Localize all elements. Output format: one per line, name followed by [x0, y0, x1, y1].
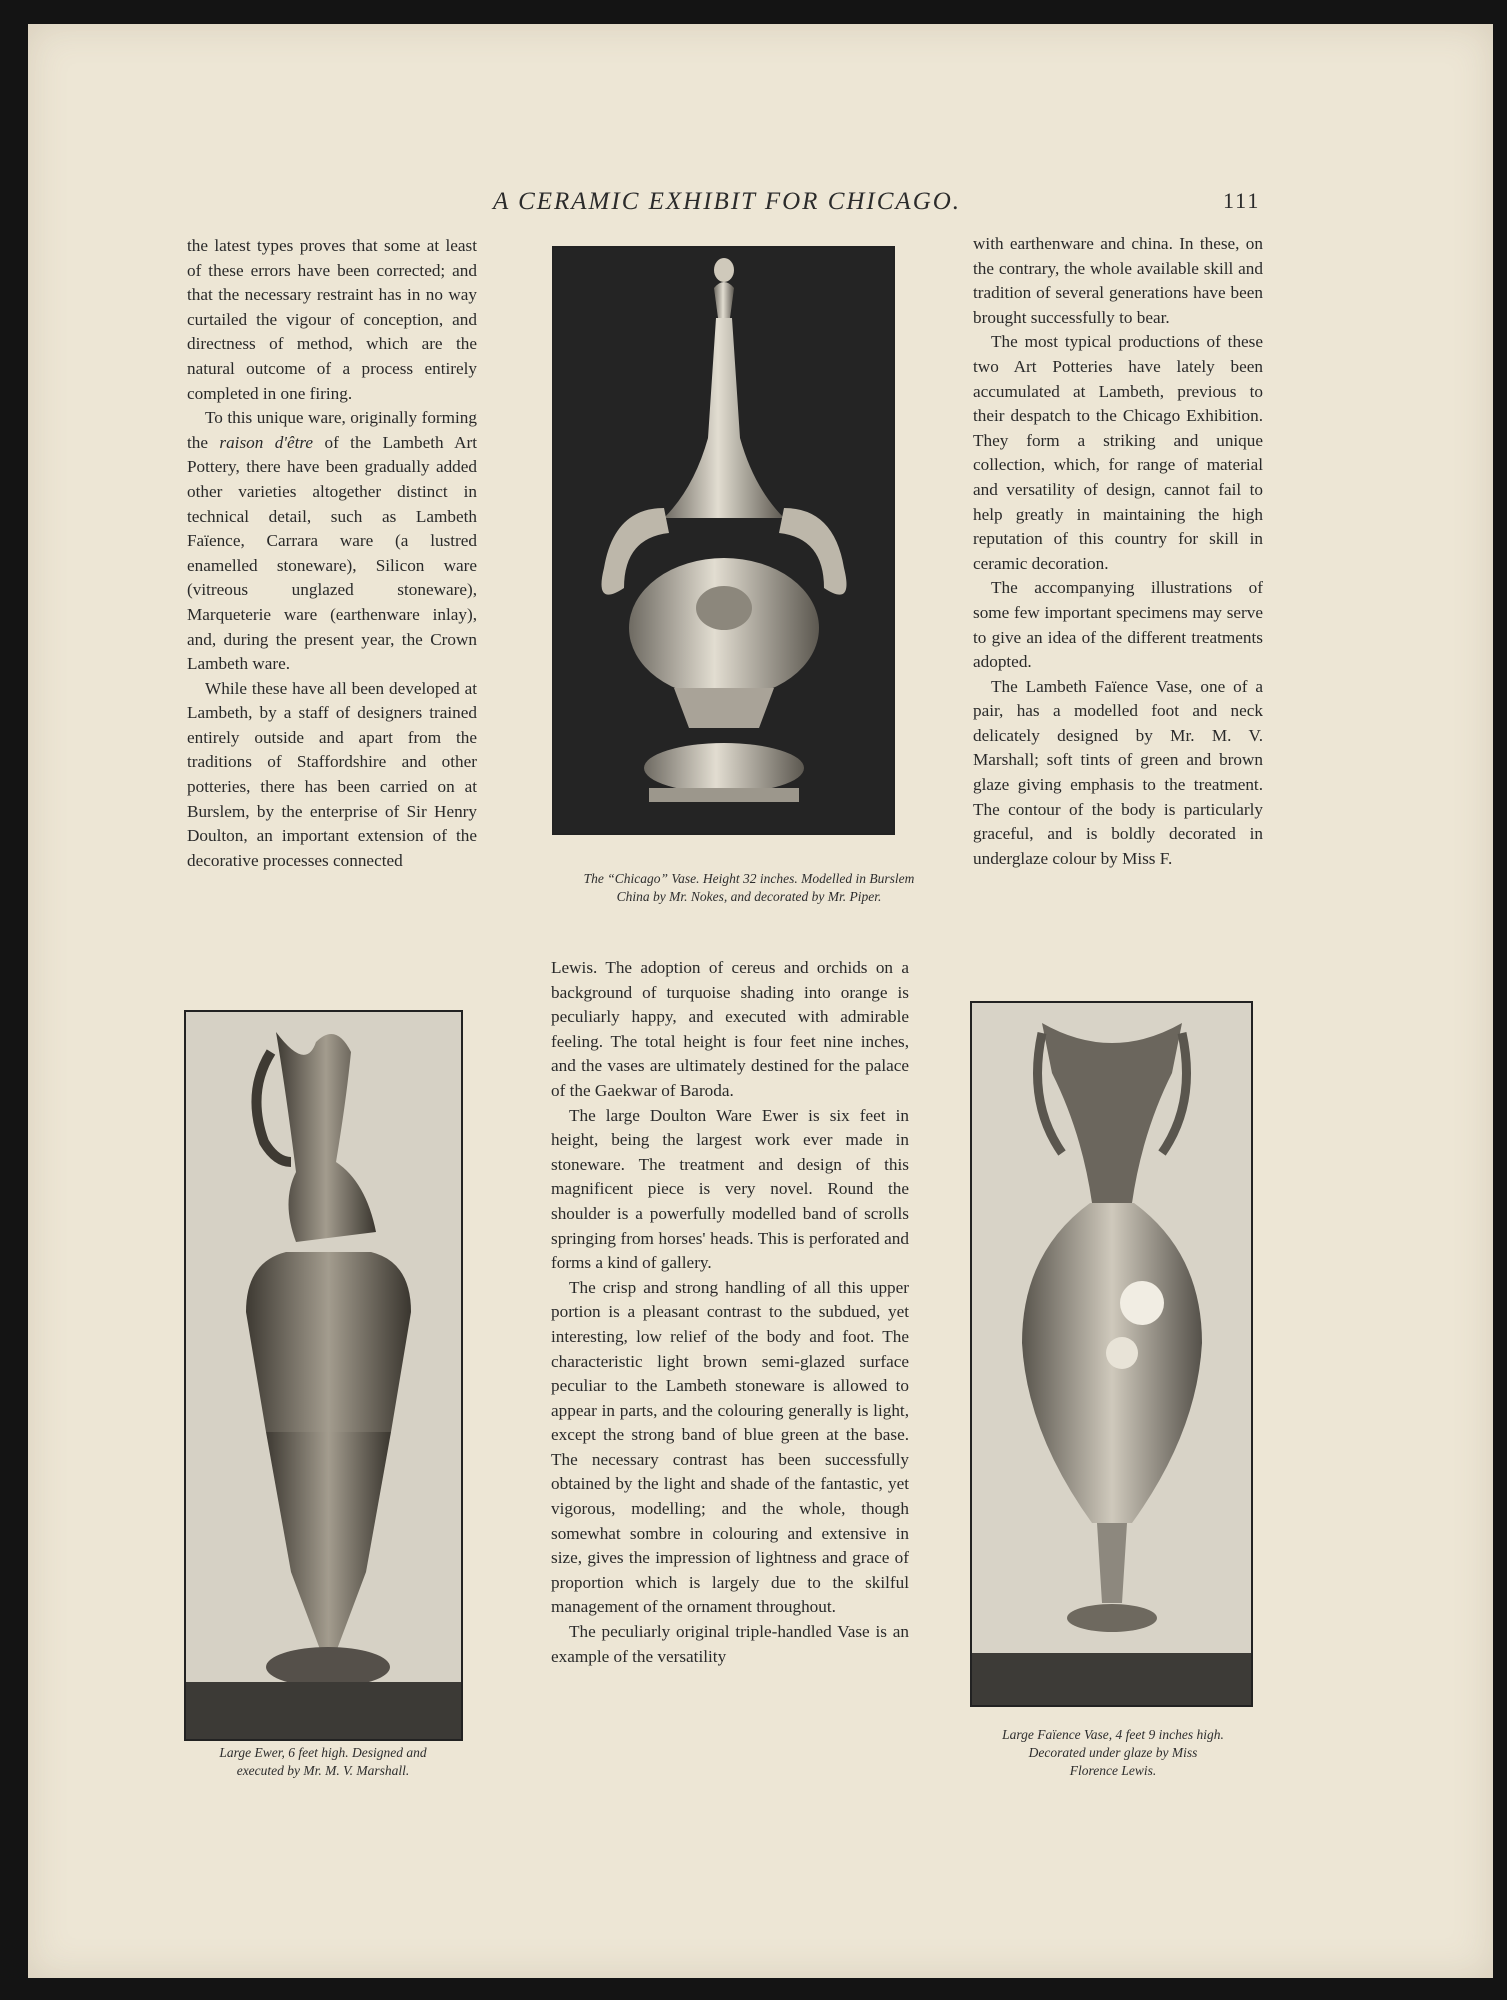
raison-detre-italic: raison d'être [219, 432, 314, 452]
ewer-caption-line-1: Large Ewer, 6 feet high. Designed and [219, 1745, 427, 1760]
faience-vase-caption-line-1: Large Faïence Vase, 4 feet 9 inches high. [1002, 1727, 1224, 1742]
chicago-vase-caption [494, 870, 1004, 906]
faience-vase-caption-line-2: Decorated under glaze by Miss [1028, 1745, 1198, 1760]
left-paragraph-2-rest: of the Lambeth Art Pottery, there have been gradually added other varieties altogether distinct in technical detail, such as Lambeth Faïence, Carrara ware (a lustred enamelled stoneware), Silicon ware (vitreous unglazed stoneware), Marqueterie ware (earthenware inlay), and, during the present year, the Crown Lambeth ware. [187, 432, 477, 674]
left-paragraph-2 [187, 406, 477, 677]
faience-vase-caption [963, 1726, 1263, 1780]
middle-paragraph-4: The peculiarly original triple-handled Vase is an example of the versatility [551, 1622, 909, 1666]
right-paragraph-3: The accompanying illustrations of some few important specimens may serve to give an idea of the different treatments adopted. [973, 578, 1263, 672]
left-paragraph-2-start: To this unique ware, originally forming the [187, 408, 477, 452]
middle-column [551, 956, 909, 1669]
running-head [28, 182, 1493, 226]
left-paragraph-1: the latest types proves that some at least of these errors have been corrected; and that the necessary restraint has in no way curtailed the vigour of conception, and directness of method, which are the natural outcome of a process entirely completed in one firing. [187, 236, 477, 403]
right-paragraph-2: The most typical productions of these two Art Potteries have lately been accumulated at Lambeth, previous to their despatch to the Chicago Exhibition. They form a striking and unique collection, which, for range of material and versatility of design, cannot fail to help greatly in maintaining the high reputation of this country for skill in ceramic decoration. [973, 332, 1263, 573]
ewer-caption-line-2: executed by Mr. M. V. Marshall. [236, 1763, 410, 1778]
faience-vase-caption-line-3: Florence Lewis. [1069, 1763, 1157, 1778]
right-paragraph-1: with earthenware and china. In these, on the contrary, the whole available skill and tradition of several generations have been brought successfully to bear. [973, 234, 1263, 327]
left-paragraph-3: While these have all been developed at Lambeth, by a staff of designers trained entirely outside and apart from the traditions of Staffordshire and other potteries, there has been carried on at Burslem, by the enterprise of Sir Henry Doulton, an important extension of the decorative processes connected [187, 678, 477, 870]
right-paragraph-4: The Lambeth Faïence Vase, one of a pair, has a modelled foot and neck delicately designed by Mr. M. V. Marshall; soft tints of green and brown glaze giving emphasis to the treatment. The contour of the body is particularly graceful, and is boldly decorated in underglaze colour by Miss F. [973, 676, 1263, 868]
right-column [973, 232, 1263, 871]
left-column [187, 234, 477, 873]
middle-paragraph-1: Lewis. The adoption of cereus and orchids on a background of turquoise shading into orange is peculiarly happy, and executed with admirable feeling. The total height is four feet nine inches, and the vases are ultimately destined for the palace of the Gaekwar of Baroda. [551, 958, 909, 1100]
ewer-caption [168, 1744, 478, 1780]
faience-vase-figure [970, 1001, 1253, 1707]
chicago-vase-caption-line-2: China by Mr. Nokes, and decorated by Mr. Piper. [616, 889, 882, 904]
chicago-vase-engraving [554, 248, 893, 833]
faience-vase-engraving [972, 1003, 1251, 1705]
middle-paragraph-3: The crisp and strong handling of all this upper portion is a pleasant contrast to the subdued, yet interesting, low relief of the body and foot. The characteristic light brown semi-glazed surface peculiar to the Lambeth stoneware is allowed to appear in parts, and the colouring generally is light, except the strong band of blue green at the base. The necessary contrast has been successfully obtained by the light and shade of the fantastic, yet vigorous, modelling; and the whole, though somewhat sombre in colouring and extensive in size, gives the impression of lightness and grace of proportion which is largely due to the skilful management of the ornament throughout. [551, 1277, 909, 1617]
magazine-page [28, 24, 1493, 1978]
running-title: A CERAMIC EXHIBIT FOR CHICAGO. [493, 188, 962, 215]
ewer-figure [184, 1010, 463, 1741]
middle-paragraph-2: The large Doulton Ware Ewer is six feet in height, being the largest work ever made in stoneware. The treatment and design of this magnificent piece is very novel. Round the shoulder is a powerfully modelled band of scrolls springing from horses' heads. This is perforated and forms a kind of gallery. [551, 1105, 909, 1273]
chicago-vase-caption-line-1: The “Chicago” Vase. Height 32 inches. Modelled in Burslem [583, 871, 915, 886]
page-number: 111 [1223, 188, 1261, 213]
ewer-engraving [186, 1012, 461, 1739]
chicago-vase-figure [552, 246, 895, 835]
